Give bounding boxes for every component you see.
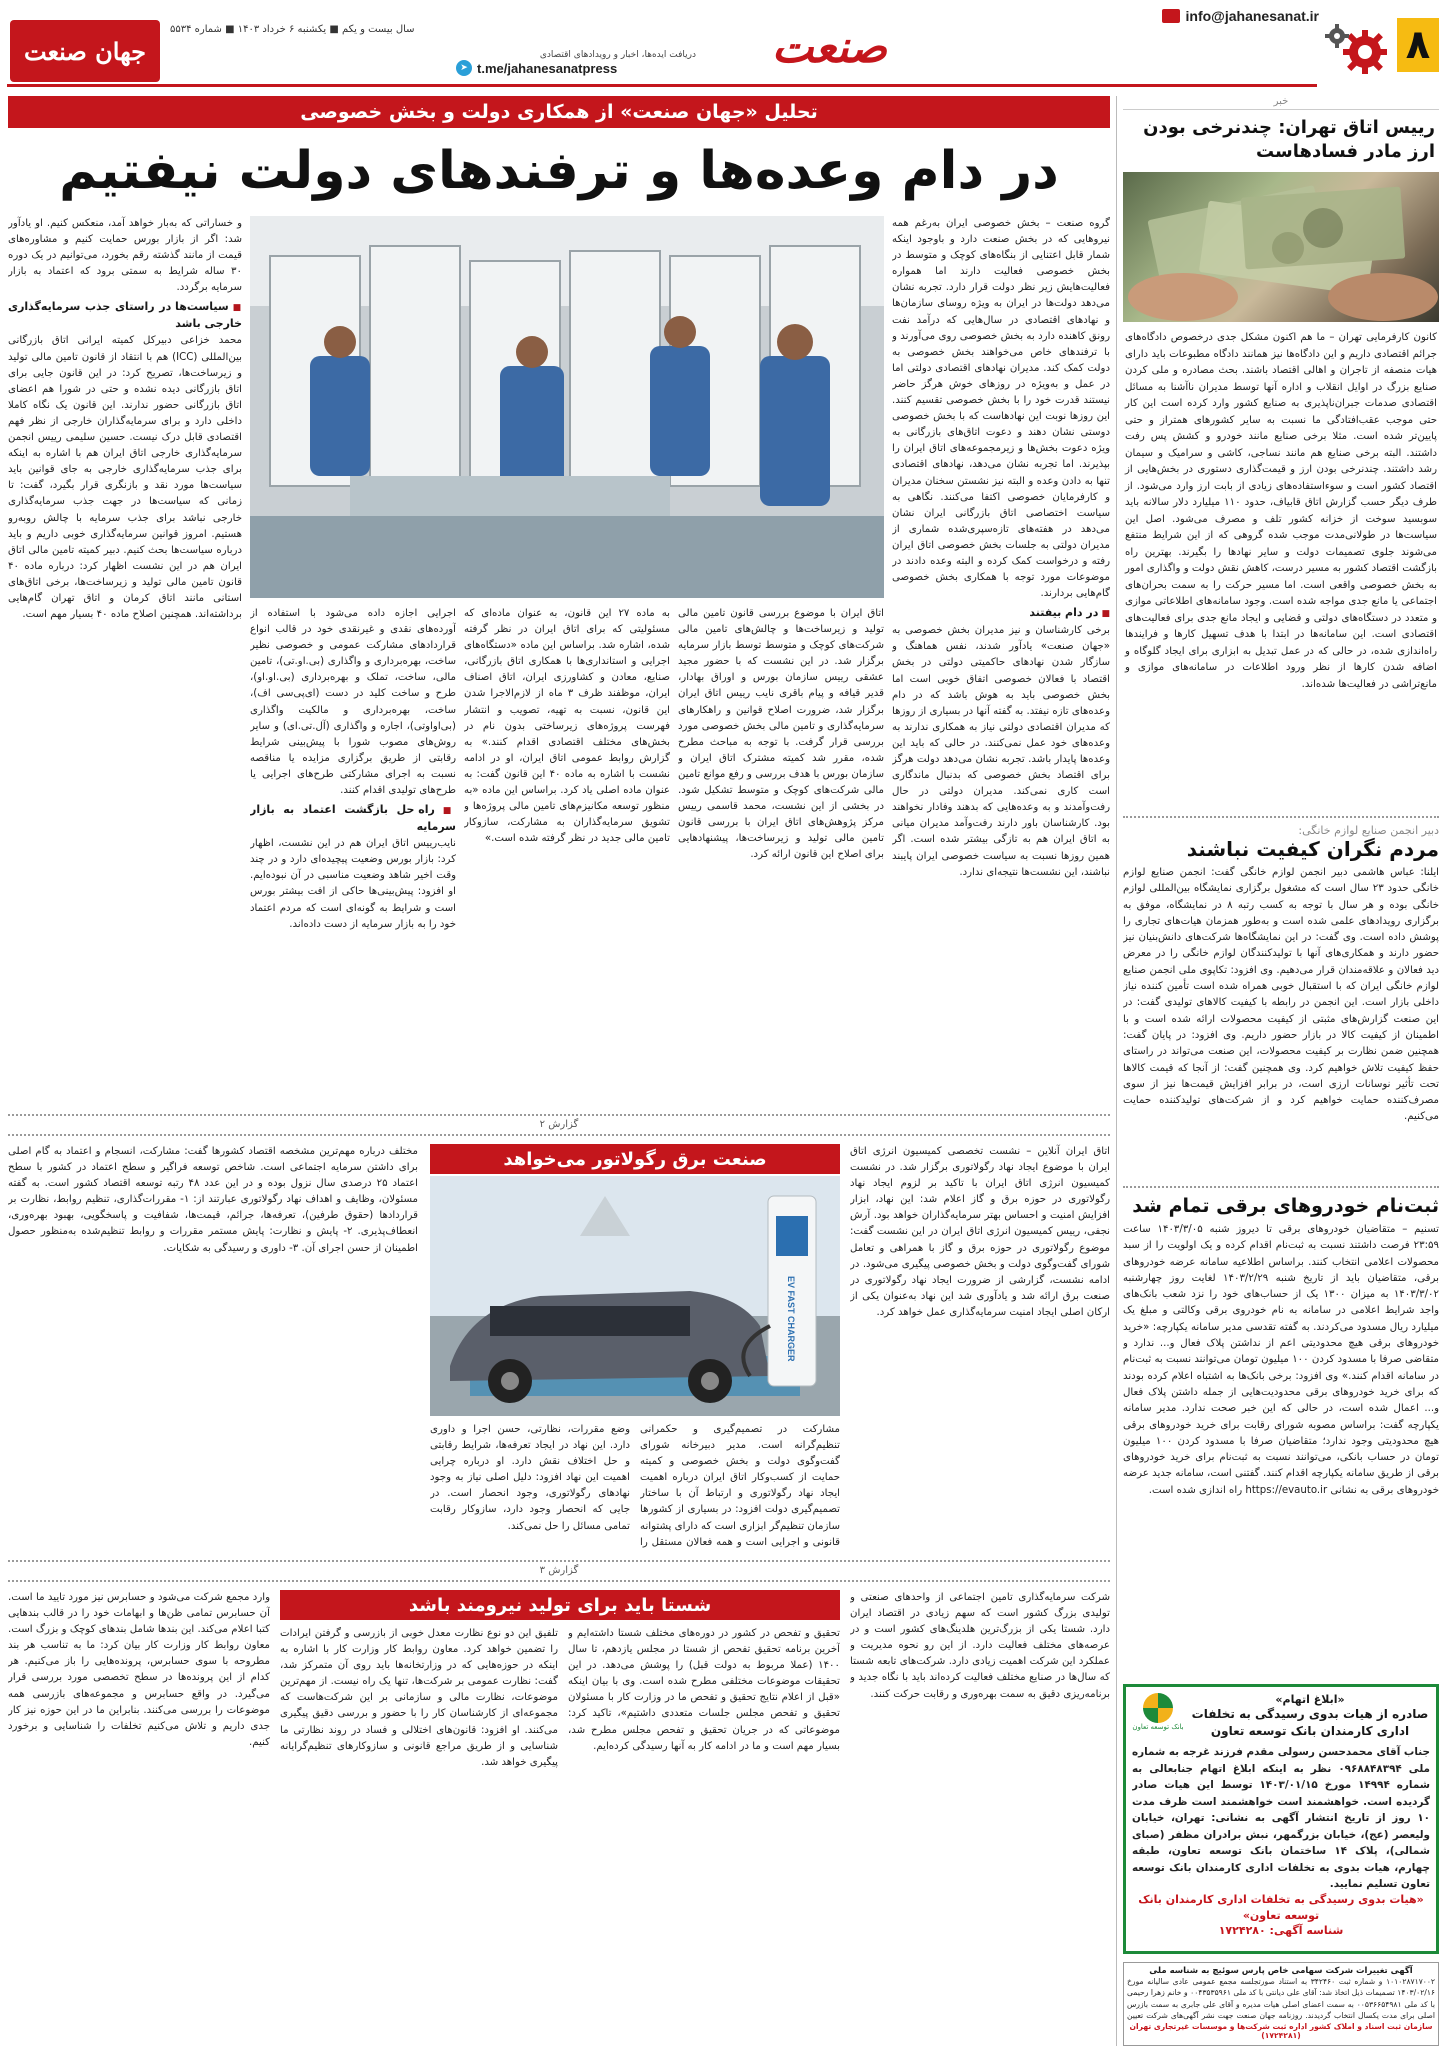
main-article <box>8 96 1110 1114</box>
article-col-5 <box>8 216 242 1111</box>
telegram-block <box>456 50 696 82</box>
sidebar <box>1123 96 1439 2046</box>
news-title: مردم نگران کیفیت نباشند <box>1186 837 1439 861</box>
masthead <box>0 0 1447 96</box>
money-illustration <box>1123 172 1439 322</box>
article-col-2 <box>678 606 884 1111</box>
notice-title: صادره از هیات بدوی رسیدگی به تخلفات اداری کارمندان بانک توسعه تعاون <box>1191 1707 1429 1738</box>
page-number-box <box>1397 18 1439 72</box>
news-title: رییس اتاق تهران: چندنرخی بودن ارز مادر فسادهاست <box>1143 117 1435 162</box>
ev-charger-photo <box>430 1176 840 1416</box>
report-3 <box>8 1560 1110 2046</box>
ad-body: ۱۰۱۰۲۸۷۱۷۰۰۲ و شماره ثبت ۳۴۲۴۶۰ به استناد صورتجلسه مجمع عمومی عادی سالیانه مورخ ۱۴۰۳/۰۲/۱۶ تصمیمات ذیل اتخاذ شد: آقای علی دیانتی با کد ملی ۰۰۴۳۵۳۵۹۶۱ و خانم زهرا رحیمی با کد ملی ۰۰۵۳۶۶۵۴۹۸۱ به سمت اعضای اصلی هیات مدیره و آقای علی جابری به سمت بازرس اصلی برای مدت یکسال انتخاب گردیدند. روزنامه جهان صنعت جهت نشر آگهی‌های شرکت تعیین <box>1127 1977 1435 2020</box>
sidebar-news-3 <box>1123 1194 1439 1672</box>
article-text: نایب‌رییس اتاق ایران هم در این نشست، اظهار کرد: بازار بورس وضعیت پیچیده‌ای دارد و در چند وقت اخیر شاهد وضعیت مناسبی در آن نبوده‌ایم. او افزود: پیش‌بینی‌ها حاکی از افت بیشتر بورس است و شرایط به گونه‌ای است که مردم اعتماد خود را به بازار سرمایه از دست داده‌اند. <box>250 838 456 930</box>
report-text: وارد مجمع شرکت می‌شود و حسابرس نیز مورد تایید ما است. آن حسابرس تمامی ظن‌ها و ابهامات خود را در قالب بندهایی کتبا اعلام می‌کند. این بندها شامل بندهای کوچک و بزرگ است. معاون روابط کار وزارت کار بیان کرد: ما به تناسب هر بند مطروحه با سوی حسابرس، پرونده‌هایی را باز می‌کنیم. هر کدام از این پرونده‌ها در سطح تخصصی مورد بررسی قرار می‌گیرد. در واقع حسابرس و مجموعه‌های بازرسی همه موضوعات را بررسی می‌کنند. بنابراین ما در این حوزه نیز کار جدی داریم و تلاش می‌کنیم تخلفات را شناسایی و برخورد کنیم. <box>8 1592 270 1748</box>
article-kicker-bar <box>8 96 1110 128</box>
column-separator <box>1116 96 1117 2046</box>
report-col-4 <box>8 1590 270 2042</box>
factory-illustration <box>250 216 884 598</box>
telegram-caption: دریافت ایده‌ها، اخبار و رویدادهای اقتصادی <box>539 50 696 60</box>
news-kicker: دبیر انجمن صنایع لوازم خانگی: <box>1298 824 1439 837</box>
issue-info: سال بیست و یکم ■ یکشنبه ۶ خرداد ۱۴۰۳ ■ شماره ۵۵۳۴ <box>170 24 415 35</box>
report-headline: صنعت برق رگولاتور می‌خواهد <box>503 1148 767 1170</box>
page-number: ۸ <box>1405 22 1431 68</box>
sidebar-news-2 <box>1123 824 1439 1187</box>
report-text: شرکت سرمایه‌گذاری تامین اجتماعی از واحدهای صنعتی و تولیدی بزرگ کشور است که سهم زیادی در اقتصاد ایران دارد. شستا یکی از بزرگ‌ترین هلدینگ‌های کشور است و در عرصه‌های مختلف فعالیت دارد. از این رو نحوه مدیریت و عملکرد این شرکت اهمیت زیادی دارد. شرکت‌های تابعه شستا که سال‌ها در صنایع مختلف فعالیت کرده‌اند باید با نگاه جدید و برنامه‌ریزی دقیق به سمت بهره‌وری و رقابت حرکت کنند. <box>850 1592 1110 1700</box>
report-text: تلفیق این دو نوع نظارت معدل خوبی از بازرسی و گرفتن ایرادات را تضمین خواهد کرد. معاون روابط کار وزارت کار با اشاره به اینکه در حوزه‌هایی که در وزارتخانه‌ها باید روی آن متمرکز شد، گفت: نظارت عمومی بر شرکت‌ها، تنها یک راه نیست. از مهم‌ترین موضوعات، نظارت مالی و سازمانی بر این شرکت‌هاست که مجموعه‌ای از کارشناسان کار را با حضور و بررسی دقیق پیگیری می‌کنند. او افزود: قانون‌های اختلالی و فساد در روند نظارتی ما شناسایی و از طریق مراجع قانونی و سازوکارهای تنظیم‌گرایانه پیگیری خواهد شد. <box>280 1628 558 1768</box>
report-label-bar <box>8 1560 1110 1582</box>
notice-heading: «ابلاغ اتهام» <box>1275 1693 1345 1706</box>
article-subhead: ■ راه حل بازگشت اعتماد به بازار سرمایه <box>250 802 456 835</box>
report-col-3 <box>280 1626 558 2042</box>
factory-photo <box>250 216 884 598</box>
ad-signature: سازمان ثبت اسناد و املاک کشور اداره ثبت شرکت‌ها و موسسات غیرتجاری تهران (۱۷۲۴۲۸۱) <box>1129 2022 1433 2040</box>
article-text: و خساراتی که به‌بار خواهد آمد، منعکس کنیم. او یادآور شد: اگر از بازار بورس حمایت کنیم و مشاوره‌های قیمت از مانند گذشته رقم بخورد، می‌توانیم در یک دوره ۳۰ ساله شرایط به سمتی برود که اعتماد به بازار سرمایه برگردد. <box>8 218 242 294</box>
telegram-icon: ➤ <box>456 60 472 76</box>
charger-label: EV FAST CHARGER <box>786 1276 796 1362</box>
article-text: محمد خزاعی دبیرکل کمیته ایرانی اتاق بازرگانی بین‌المللی (ICC) هم با انتقاد از قانون تامین مالی تولید و زیرساخت‌ها، تصریح کرد: در این قانون جایی برای اتاق بازرگانی دیده نشده و حتی در شورا هم اعضای اتاق بازرگانی حضور ندارند. این قانون یک نگاه کاملا داخلی دارد و برای سرمایه‌گذاران خارجی از نظر فهم اقتصادی قابل درک نیست. حسین سلیمی رییس انجمن سرمایه‌گذاری خارجی اتاق ایران هم با اشاره به اینکه برای جذب سرمایه‌گذاری خارجی به جای قوانین باید سیاست‌ها مورد نقد و بازنگری قرار بگیرد، گفت: تا زمانی که سیاست‌ها در جهت جذب سرمایه‌گذاری خارجی نباشد برای جذب سرمایه با چالش روبه‌رو هستیم. امروز قوانین سرمایه‌گذاری خوبی داریم و باید درباره سیاست‌ها بحث کنیم. دبیر کمیته تامین مالی اتاق ایران هم در این نشست اظهار کرد: درباره ماده ۴۰ قانون تامین مالی تولید و زیرساخت‌ها، برخی اتاق‌های استانی مانند اتاق کرمان و اتاق تهران گام‌هایی برداشته‌اند. همچنین اصلاح ماده ۴۰ بسیار مهم است. <box>8 335 242 621</box>
report-label: گزارش ۳ <box>530 1565 589 1576</box>
report-headline: شستا باید برای تولید نیرومند باشد <box>408 1594 712 1616</box>
report-text: مختلف درباره مهم‌ترین مشخصه اقتصاد کشورها گفت: مشارکت، انسجام و اعتماد به گام اصلی برای داشتن سرمایه اجتماعی است. شاخص توسعه فراگیر و سطح اعتماد در کشور با سطح اعتماد ۲۵ درصدی سال نزول بوده و در این عدد ۴۸ رتبه توسعه اقتصاد کشور است. به گفته مسئولان، وظایف و اهداف نهاد رگولاتوری عبارتند از: ۱- مقررات‌گذاری، تنظیم روابط، نظارت بر قراردادها (حقوق طرفین)، تعرفه‌ها، جرائم، قیمت‌ها، شفافیت و پاسخگویی، بهبود بهره‌وری، انعطاف‌پذیری. ۲- پایش و نظارت: پایش مستمر مقررات و روابط تنظیم‌شده به‌منظور حصول اطمینان از حسن اجرای آن. ۳- داوری و رسیدگی به شکایات. <box>8 1146 418 1254</box>
telegram-link[interactable]: t.me/jahanesanatpress <box>477 60 618 76</box>
email-text[interactable]: info@jahanesanat.ir <box>1185 8 1319 24</box>
bank-logo <box>1132 1693 1184 1731</box>
article-col-3 <box>464 606 670 1111</box>
news-kicker: خبر <box>1123 96 1439 110</box>
article-kicker: تحلیل «جهان صنعت» از همکاری دولت و بخش خصوصی <box>300 101 818 123</box>
article-text: گروه صنعت – بخش خصوصی ایران به‌رغم همه نیروهایی که در بخش صنعت دارد و باوجود اینکه شمار قابل اعتنایی از بنگاه‌های کوچک و متوسط در بخش خصوصی فعالیت دارند اما همواره فعالیت‌هایش زیر نظر دولت قرار دارد. تجربه نشان می‌دهد دولت‌ها در ایران به ویژه روسای سازمان‌ها و نهادهای اقتصادی در سال‌هایی که درآمد نفت رونق کاهنده دارد به بخش خصوصی روی می‌آورند و با ترفندهای خاص می‌خواهند بخش خصوصی به دولت کمک کند. مدیران نهادهای اقتصادی دولتی اما در عمل و به‌ویژه در روزهای خوش هرگز حاضر نیستند قدرت خود را با بخش خصوصی تقسیم کنند. این روزها نوبت این نهادهاست که با بخش خصوصی دوستی نشان دهند و دعوت اتاق‌های بازرگانی به ویژه دعوت بخش‌ها و زیرمجموعه‌های اتاق ایران را بپذیرند. اما تجربه نشان می‌دهد، نهادهای اقتصادی تنها به دادن وعده و البته نیز نشستن سخنان مدیران و کارفرمایان خصوصی اکتفا می‌کنند. نگاهی به سیاست اختصاصی اتاق بازرگانی ایران نشان می‌دهد در هفته‌های تازه‌سپری‌شده شماری از مدیران دولتی به جلسات بخش خصوصی اتاق ایران رفته و درخواست کمک کرده و البته وعده دادند در موضوعات مورد توجه با همکاری بخش خصوصی گام‌هایی بردارند. <box>892 218 1110 600</box>
report-text: اتاق ایران آنلاین – نشست تخصصی کمیسیون انرژی اتاق ایران با موضوع ایجاد نهاد رگولاتوری برگزار شد. در نشست کمیسیون انرژی اتاق ایران با تاکید بر لزوم ایجاد نهاد رگولاتوری در حوزه برق و گاز اعلام شد: این نهاد، ابزار افزایش امنیت و احساس بهتر سرمایه‌گذاران خواهد بود. آرش نجفی، رییس کمیسیون انرژی اتاق ایران در این نشست گفت: موضوع رگولاتوری در حوزه برق و گاز با همراهی و تعامل شورای گفت‌وگوی دولت و بخش خصوصی پیگیری می‌شود. در ادامه نشست، گزارشی از ضرورت ایجاد نهاد رگولاتوری در صنعت برق ارائه شد و یادآوری شد این نهاد به‌عنوان یکی از ارکان اصلی ایجاد امنیت سرمایه‌گذاری عمل خواهد کرد. <box>850 1146 1110 1318</box>
report-label: گزارش ۲ <box>530 1119 589 1130</box>
section-title: صنعت <box>771 22 887 73</box>
report-col-1 <box>850 1590 1110 2042</box>
report-col-3 <box>430 1422 630 1549</box>
notice-closing: «هیات بدوی رسیدگی به تخلفات اداری کارمندان بانک توسعه تعاون» <box>1138 1893 1424 1922</box>
ev-illustration <box>430 1176 840 1416</box>
envelope-icon <box>1162 9 1180 23</box>
article-text: به ماده ۲۷ این قانون، به عنوان ماده‌ای که مسئولیتی که برای اتاق ایران در نظر گرفته شده، اشاره شد. براساس این ماده «دستگاه‌های اجرایی و استانداری‌ها با همکاری اتاق بازرگانی، صنایع، معادن و کشاورزی ایران، اتاق اصناف ایران، موظفند ظرف ۳ ماه از لازم‌الاجرا شدن این قانون، نسبت به تهیه، تصویب و انتشار فهرست پروژه‌های زیرساختی بدون نام در بخش‌های مختلف اقتصادی اقدام کنند.» به گزارش روابط عمومی اتاق ایران، او در ادامه نشست با اشاره به ماده ۴۰ این قانون گفت: به عنوان ماده اصلی یاد کرد. براساس این ماده «به منظور توسعه مکانیزم‌های تامین مالی پروژه‌ها و تشویق سرمایه‌گذاران به مشارکت، سازوکار تامین مالی جدید در نظر گرفته شده است.» <box>464 608 670 845</box>
report-headline-bar <box>280 1590 840 1620</box>
notice-code: شناسه آگهی: ۱۷۲۴۲۸۰ <box>1218 1924 1344 1937</box>
gear-icon <box>1323 22 1393 78</box>
report-headline-bar <box>430 1144 840 1174</box>
bank-logo-icon <box>1143 1693 1173 1723</box>
news-body: تسنیم – متقاضیان خودروهای برقی تا دیروز شنبه ۱۴۰۳/۳/۰۵ ساعت ۲۳:۵۹ فرصت داشتند نسبت به ثبت‌نام اقدام کرده و یک اولویت را از سبد محصولات اعلامی انتخاب کنند. براساس اطلاعیه سامانه عرضه خودروهای برقی، متقاضیان باید از تاریخ شنبه ۱۴۰۳/۲/۲۹ لغایت روز چهارشنبه ۱۴۰۳/۳/۰۲ به میزان ۱۳۰۰ یک از حساب‌های خود را نزد شعب بانک‌های واجد شرایط اعلامی در سامانه به نام خودروی برقی وکالتی و مبلغ یک میلیارد ریال مسدود می‌کردند. به گفته تقدسی مدیر سامانه یکپارچه: «خرید خودروهای برقی هیچ محدودیتی اعم از نداشتن پلاک فعال و... ندارد و متقاضی صرفا با مسدود کردن ۱۰۰ میلیون تومان می‌توانند نسبت به ثبت‌نام در سامانه اقدام کنند.» وی افزود: برخی بانک‌ها به اشتباه اعلام کرده بودند که برای خرید خودروهای برقی محدودیت‌هایی از جمله داشتن پلاک فعال و... اعمال شده است، در حالی که این خبر صحت ندارد. مدیر سامانه یکپارچه گفت: براساس مصوبه شورای رقابت برای خرید خودروهای برقی هیچ محدودیتی وجود ندارد؛ متقاضیان صرفا با مسدود کردن ۱۰۰ میلیون تومان در حساب بانکی، می‌توانند نسبت به ثبت‌نام برای خرید خودروهای برقی از طریق سامانه یکپارچه اقدام کنند. گفتنی است، سامانه جدید عرضه خودروهای برقی به نشانی https://evauto.ir راه اندازی شده است. <box>1123 1224 1439 1496</box>
report-text: تحقیق و تفحص در کشور در دوره‌های مختلف شستا داشته‌ایم و آخرین برنامه تحقیق تفحص از شستا در مجلس یازدهم، تا سال ۱۴۰۰ (عملا مربوط به دولت قبل) را پوشش می‌دهد. در این تحقیقات موضوعات مختلفی مطرح شده است. وی با بیان اینکه «قبل از اعلام نتایج تحقیق و تفحص ما در وزارت کار با مسئولان تحقیق و تفحص مجلس جلسات متعددی داشتیم»، تاکید کرد: موضوعاتی که در جریان تحقیق و تفحص مجلس مطرح شد، بسیار مهم است و ما در ادامه کار به آنها رسیدگی کرده‌ایم. <box>568 1628 840 1752</box>
company-ad <box>1123 1962 1439 2046</box>
sidebar-news-1 <box>1123 96 1439 802</box>
news-title: ثبت‌نام خودروهای برقی تمام شد <box>1132 1195 1439 1217</box>
article-headline: در دام وعده‌ها و ترفندهای دولت نیفتیم <box>59 141 1059 201</box>
article-subhead: ■ سیاست‌ها در راستای جذب سرمایه‌گذاری خارجی باشد <box>8 299 242 332</box>
news-body: کانون کارفرمایی تهران – ما هم اکنون مشکل جدی درخصوص دادگاه‌های جرائم اقتصادی داریم و این دادگاه‌ها نیز همانند دادگاه مطبوعات باید دارای هیات منصفه از تاجران و اهالی اقتصاد باشند. بحث مصادره و ملی کردن صنایع بزرگ در اوایل انقلاب و اداره آنها توسط مدیران ناآشنا به مسائل اقتصادی صدمات جبران‌ناپذیری به صنایع کشور وارد کرده است این کار حتی موجب عقب‌افتادگی ما نسبت به سایر کشورهای همتراز و حتی پایین‌تر شده است. مثلا برخی صنایع مانند خودرو و کشش پس رفت داشتند. البته برخی صنایع هم مانند نساجی، کاشی و سرامیک و سیمان رشد داشتند. چندنرخی بودن ارز و قیمت‌گذاری دستوری در بخش‌هایی از اقتصاد کشور است و سوءاستفاده‌های زیادی از بابت ارز وارد می‌شود. از طرف دیگر حسب گزارش اتاق قابیاف، حدود ۱۱۰ میلیارد دلار سالانه باید سوبسید سوخت از خزانه کشور تلف و مصرف می‌شود. اصل این سیاست‌ها در طولانی‌مدت موجب شده گروهی که از این شرایط منتفع می‌شوند جلوی تصمیمات دولت و سایر نهادها را بگیرند. بهترین راه بازگشت اقتصاد کشور به مسیر درست، کاهش نقش دولت و واگذاری امور به بخش خصوصی واقعی است. اما مسیر حرکت را به سمت بحران‌های اجتماعی یا مانع جدی مواجه شده است. وجود سامانه‌های اطلاعاتی موازی و متعدد در دستگاه‌های دولتی و قضایی و ایجاد مانع جدی برای فعالیت‌های اقتصادی است. این سامانه‌ها در ابتدا با هدف تسهیل کارها و فرایندها راه‌اندازی شده، در حالی که در عمل تبدیل به ابزاری برای ایجاد گلوگاه و اضافه شدن کارها از نظر ورود اطلاعات در سامانه‌های موازی و مانع‌تراشی در فعالیت‌ها شده‌اند. <box>1125 332 1437 690</box>
legal-notice <box>1123 1684 1439 1954</box>
report-col-2 <box>640 1422 840 1549</box>
report-2 <box>8 1114 1110 1554</box>
report-label-bar <box>8 1114 1110 1136</box>
report-text: وضع مقررات، نظارتی، حسن اجرا و داوری دارد. این نهاد در ایجاد تعرفه‌ها، شرایط رقابتی و حل اختلاف نقش دارد. او درباره چرایی اهمیت این نهاد افزود: دلیل اصلی نیاز به وجود نهادهای رگولاتوری، وجود انحصار است. در جایی که انحصار وجود دارد، سازوکار رقابت تمامی مسائل را حل نمی‌کند. <box>430 1424 630 1532</box>
report-text: مشارکت در تصمیم‌گیری و حکمرانی تنظیم‌گرانه است. مدیر دبیرخانه شورای گفت‌وگوی دولت و بخش خصوصی و کمیته حمایت از کسب‌وکار اتاق ایران درباره اهمیت ایجاد نهاد رگولاتوری و ارتباط آن با ساختار تصمیم‌گیری دولت افزود: در بسیاری از کشورها سازمان تنظیم‌گر ابزاری است که دارای پشتوانه قانونی و اجرایی است و همه فعالان مستقل را <box>640 1424 840 1548</box>
article-col-4 <box>250 606 456 1111</box>
divider <box>1123 1186 1439 1188</box>
divider <box>1123 816 1439 818</box>
article-text: اتاق ایران با موضوع بررسی قانون تامین مالی تولید و زیرساخت‌ها و چالش‌های تامین مالی شرکت‌های کوچک و متوسط توسط بازار سرمایه برگزار شد. در این نشست که با حضور مجید عشقی رییس سازمان بورس و اوراق بهادار، قدیر قیافه و پیام باقری نایب رییس اتاق ایران برگزار شد، ضرورت اصلاح قوانین و راهکارهای سرمایه‌گذاری و تامین مالی بخش خصوصی مورد بررسی قرار گرفت. با توجه به مباحث مطرح شده، مقرر شد کمیته مشترک اتاق ایران و سازمان بورس با هدف بررسی و رفع موانع تامین مالی شرکت‌های کوچک و متوسط تشکیل شود. در بخشی از این نشست، محمد قاسمی رییس مرکز پژوهش‌های اتاق ایران با بررسی قانون تامین مالی تولید و زیرساخت‌ها، پیشنهادهایی برای اصلاح این قانون ارائه کرد. <box>678 608 884 861</box>
bank-name: بانک توسعه تعاون <box>1132 1723 1184 1731</box>
ad-title: آگهی تغییرات شرکت سهامی خاص پارس سوئیچ به شناسه ملی <box>1149 1966 1413 1976</box>
report-col-1 <box>850 1144 1110 1549</box>
newspaper-logo <box>10 20 160 82</box>
report-col-4 <box>8 1144 418 1549</box>
notice-body: جناب آقای محمدحسن رسولی مقدم فرزند غرجه به شماره ملی ۰۹۶۸۸۴۸۳۹۴ نظر به اینکه ابلاغ اتهام جنابعالی به شماره ۱۴۹۹۴ مورخ ۱۴۰۳/۰۱/۱۵ توسط این هیات صادر گردیده است. خواهشمند است خواهشمند است ظرف مدت ۱۰ روز از تاریخ انتشار آگهی به نشانی: تهران، خیابان ولیعصر (عج)، خیابان بزرگمهر، نبش برادران مظفر (صبای شمالی)، پلاک ۱۴ ساختمان بانک توسعه تعاون، طبقه چهارم، هیات بدوی به تخلفات اداری کارمندان بانک توسعه تعاون تسلیم نمایید. <box>1132 1746 1430 1890</box>
email-line <box>1162 8 1319 24</box>
report-col-2 <box>568 1626 840 2042</box>
article-text: برخی کارشناسان و نیز مدیران بخش خصوصی به «جهان صنعت» یادآور شدند، نفس هماهنگ و سازگار شدن نهادهای حاکمیتی دولتی در بخش اقتصاد با فعالان خصوصی اتفاق خوبی است اما بخش خصوصی باید به هوش باشد که در دام وعده‌های تازه نیفتد. به گفته آنها در بسیاری از روزها که مدیران اقتصادی دولتی نیاز به همکاری ندارند به وعده‌های خود عمل نمی‌کنند. در حالی که باید این وعده‌ها پایدار باشد. تجربه نشان می‌دهد دولت هرگز برای اقتصاد بخش خصوصی که بدنبال ماندگاری است کاری نمی‌کند. مدیران دولتی در حال رفت‌وآمدند و به وعده‌هایی که بدهند وفادار نخواهند بود. کارشناسان باور دارند رفت‌وآمد مدیران میانی به اتاق ایران هم به تازگی بیشتر شده است. اگر همین روزها نسبت به سیاست خصوصی ایران پایبند نباشند، این نشست‌ها نتیجه‌ای ندارد. <box>892 625 1110 878</box>
section-underline <box>7 84 1317 87</box>
money-photo <box>1123 172 1439 322</box>
article-subhead: ■ در دام بیفتند <box>892 605 1110 622</box>
news-body: ایلنا: عباس هاشمی دبیر انجمن لوازم خانگی گفت: انجمن صنایع لوازم خانگی حدود ۲۳ سال است که مشغول برگزاری نمایشگاه بین‌المللی لوازم خانگی بوده و هر سال با توجه به کسب رتبه ۸ در نمایشگاه، موفق به برگزاری رویدادهای علمی شده است و به‌طور همزمان هیات‌های تجاری را پوشش داده است. وی گفت: در این نمایشگاه‌ها شرکت‌های دانش‌بنیان نیز حضور دارند و همکاری‌های آنها با تولیدکنندگان لوازم خانگی را در معرض دید فعالان و علاقه‌مندان قرار می‌دهیم. وی افزود: تکاپوی ملی انجمن صنایع لوازم خانگی ایران که با استقبال خوبی همراه شده است تأمین کننده نیاز داخلی بازار است. این انجمن در رابطه با کیفیت کالاهای تولیدی گفت: در این صنعت گزارش‌های مثبتی از کیفیت محصولات ارائه شده است و با اطمینان از کیفیت کالا در بازار حضور داریم. وی افزود: در پایان گفت: همچنین ضمن نظارت بر کیفیت محصولات، این صنعت می‌تواند در راستای حفظ کیفیت تلاش خواهیم کرد. وی همچنین گفت: از آنجا که قیمت کالاها تحت تأثیر نوسانات ارزی است، در برابر افزایش قیمت‌ها نیز از سوی مصرف‌کننده حمایت خواهیم کرد و از شرکت‌های تولیدکننده حمایت می‌کنیم. <box>1123 867 1439 1123</box>
article-text: اجرایی اجازه داده می‌شود با استفاده از آورده‌های نقدی و غیرنقدی خود در قالب انواع قراردادهای مشارکت عمومی و خصوصی نظیر ساخت، بهره‌برداری و واگذاری (بی.او.تی)، تامین مالی، ساخت، تملک و بهره‌برداری (بی.او.او)، طرح و ساخت کلید در دست (ای‌پی‌سی اف)، ساخت، بهره‌برداری و مالکیت واگذاری (بی‌او‌اوتی)، اجاره و واگذاری (آل.تی.ای) و سایر روش‌های مصوب شورا با پیش‌بینی شرایط رقابتی از طریق برگزاری مزایده یا مناقصه نسبت به اجرای مشارکتی طرح‌های اجرایی یا طرح‌های تولیدی اقدام کنند. <box>250 608 456 797</box>
article-col-1 <box>892 216 1110 1111</box>
logo-text: جهان صنعت <box>24 36 146 66</box>
